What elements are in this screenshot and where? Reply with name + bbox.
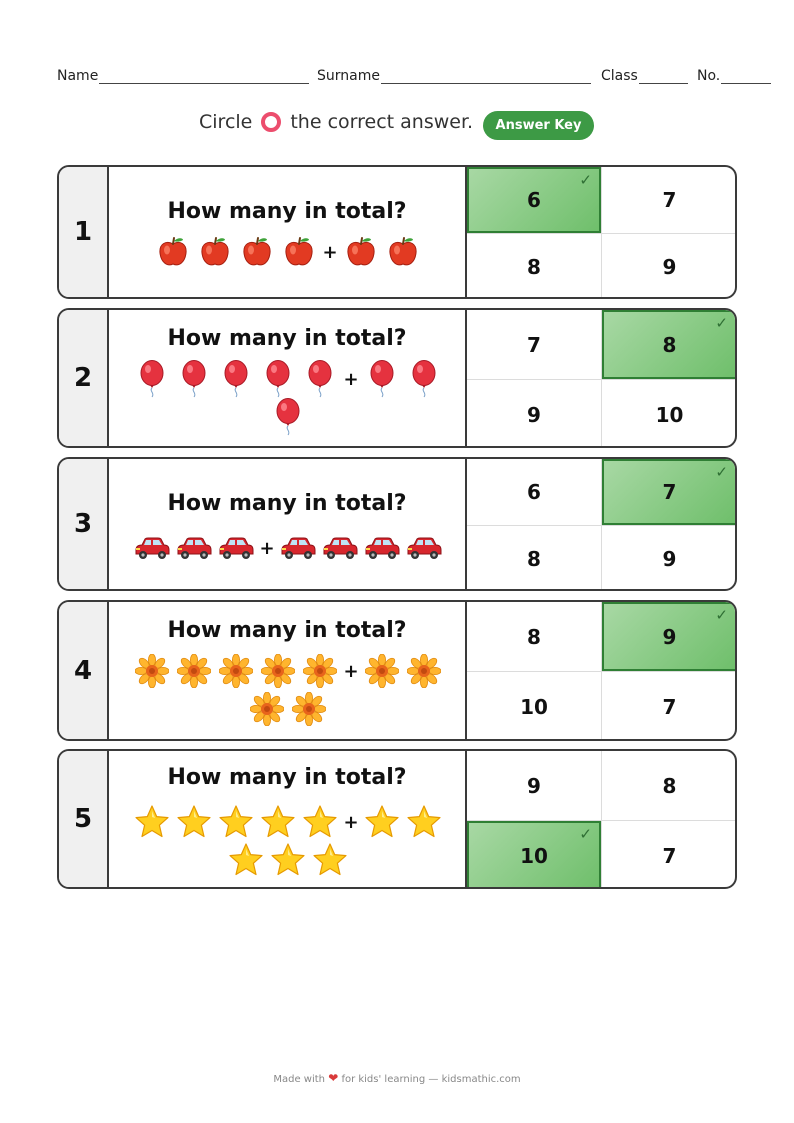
answer-option[interactable]	[602, 672, 737, 741]
answer-grid	[467, 167, 735, 297]
question-card	[57, 457, 737, 591]
question-number: 3	[59, 459, 109, 589]
flower-icon	[288, 690, 330, 728]
answer-option[interactable]	[467, 310, 601, 379]
instruction-text-after: the correct answer.	[290, 111, 474, 133]
instruction	[199, 111, 473, 133]
circle-icon	[261, 112, 281, 132]
star-icon	[131, 803, 173, 841]
footer	[0, 1071, 794, 1085]
question-body	[109, 310, 467, 446]
answer-option[interactable]	[602, 751, 737, 820]
answer-option[interactable]	[602, 526, 737, 591]
star-icon	[215, 803, 257, 841]
question-card	[57, 749, 737, 889]
balloon-icon	[173, 360, 215, 398]
class-field[interactable]	[601, 68, 688, 84]
flower-icon	[299, 652, 341, 690]
question-title: How many in total?	[167, 491, 407, 516]
class-line[interactable]	[639, 68, 688, 84]
number-field[interactable]	[697, 68, 771, 84]
answer-value: 8	[527, 547, 541, 571]
apple-icon	[382, 233, 424, 271]
answer-option-correct[interactable]	[467, 821, 601, 889]
balloon-icon	[131, 360, 173, 398]
answer-value: 9	[662, 547, 677, 571]
apple-icon	[278, 233, 320, 271]
check-icon: ✓	[579, 825, 592, 843]
answer-option[interactable]	[467, 380, 601, 448]
question-card	[57, 600, 737, 741]
car-icon	[173, 529, 215, 567]
star-icon	[267, 841, 309, 879]
heart-icon: ❤	[328, 1071, 339, 1085]
answer-value: 9	[527, 402, 541, 427]
balloon-icon	[257, 360, 299, 398]
answer-option-correct[interactable]	[602, 602, 737, 671]
footer-text-before: Made with	[273, 1074, 325, 1085]
answer-option[interactable]	[602, 167, 737, 233]
answer-grid	[467, 751, 735, 887]
apple-icon	[236, 233, 278, 271]
answer-option[interactable]	[467, 526, 601, 591]
flower-icon	[403, 652, 445, 690]
question-body	[109, 167, 467, 297]
star-icon	[257, 803, 299, 841]
balloon-icon	[267, 398, 309, 436]
question-title: How many in total?	[167, 199, 407, 224]
question-card	[57, 165, 737, 299]
check-icon: ✓	[715, 314, 728, 332]
flower-icon	[131, 652, 173, 690]
apple-icon	[152, 233, 194, 271]
answer-value: 10	[520, 843, 548, 868]
star-icon	[361, 803, 403, 841]
answer-grid	[467, 459, 735, 589]
flower-icon	[215, 652, 257, 690]
apple-icon	[194, 233, 236, 271]
question-title: How many in total?	[167, 326, 407, 351]
answer-value: 9	[662, 624, 677, 649]
answer-value: 6	[527, 188, 541, 212]
answer-option[interactable]	[602, 821, 737, 889]
answer-value: 9	[527, 773, 541, 798]
check-icon: ✓	[579, 171, 592, 189]
answer-option[interactable]	[467, 602, 601, 671]
car-icon	[131, 529, 173, 567]
car-icon	[403, 529, 445, 567]
answer-option[interactable]	[602, 380, 737, 448]
name-line[interactable]	[99, 68, 309, 84]
counting-group	[123, 803, 453, 879]
answer-value: 6	[527, 480, 541, 504]
balloon-icon	[215, 360, 257, 398]
number-line[interactable]	[721, 68, 771, 84]
flower-icon	[246, 690, 288, 728]
answer-option[interactable]	[602, 234, 737, 299]
counting-group	[123, 233, 453, 271]
answer-option[interactable]	[467, 459, 601, 525]
car-icon	[319, 529, 361, 567]
car-icon	[215, 529, 257, 567]
answer-key-badge: Answer Key	[483, 111, 594, 140]
star-icon	[299, 803, 341, 841]
star-icon	[403, 803, 445, 841]
star-icon	[173, 803, 215, 841]
plus-sign: +	[343, 368, 359, 390]
answer-option-correct[interactable]	[602, 310, 737, 379]
answer-value: 10	[520, 695, 548, 719]
number-label: No.	[697, 68, 721, 84]
flower-icon	[257, 652, 299, 690]
answer-value: 8	[662, 773, 677, 798]
question-number: 5	[59, 751, 109, 887]
counting-group	[123, 652, 453, 728]
balloon-icon	[361, 360, 403, 398]
counting-group	[123, 360, 453, 436]
question-body	[109, 751, 467, 887]
plus-sign: +	[343, 660, 359, 682]
car-icon	[361, 529, 403, 567]
student-info-row	[57, 68, 774, 88]
star-icon	[309, 841, 351, 879]
question-number: 2	[59, 310, 109, 446]
flower-icon	[173, 652, 215, 690]
answer-grid	[467, 602, 735, 739]
surname-label: Surname	[317, 68, 380, 84]
answer-option[interactable]	[467, 234, 601, 299]
answer-option[interactable]	[467, 672, 601, 741]
apple-icon	[340, 233, 382, 271]
footer-text-after: for kids' learning — kidsmathic.com	[341, 1074, 521, 1085]
star-icon	[225, 841, 267, 879]
answer-value: 7	[527, 332, 541, 357]
answer-value: 7	[662, 480, 677, 504]
plus-sign: +	[343, 811, 359, 833]
answer-option-correct[interactable]	[602, 459, 737, 525]
answer-value: 7	[662, 188, 677, 212]
name-label: Name	[57, 68, 99, 84]
plus-sign: +	[259, 537, 275, 559]
question-body	[109, 602, 467, 739]
answer-value: 8	[527, 255, 541, 279]
answer-value: 10	[655, 402, 684, 427]
balloon-icon	[299, 360, 341, 398]
question-number: 1	[59, 167, 109, 297]
surname-line[interactable]	[381, 68, 591, 84]
car-icon	[277, 529, 319, 567]
answer-value: 9	[662, 255, 677, 279]
name-field[interactable]	[57, 68, 309, 84]
class-label: Class	[601, 68, 638, 84]
answer-option[interactable]	[467, 751, 601, 820]
question-title: How many in total?	[167, 618, 407, 643]
flower-icon	[361, 652, 403, 690]
instruction-text-before: Circle	[199, 111, 253, 133]
question-number: 4	[59, 602, 109, 739]
answer-value: 8	[527, 624, 541, 649]
question-title: How many in total?	[167, 765, 407, 790]
question-body	[109, 459, 467, 589]
counting-group	[123, 529, 453, 567]
check-icon: ✓	[715, 463, 728, 481]
balloon-icon	[403, 360, 445, 398]
answer-value: 8	[662, 332, 677, 357]
answer-option-correct[interactable]	[467, 167, 601, 233]
surname-field[interactable]	[317, 68, 591, 84]
answer-value: 7	[662, 843, 677, 868]
check-icon: ✓	[715, 606, 728, 624]
plus-sign: +	[322, 241, 338, 263]
answer-value: 7	[662, 695, 677, 719]
question-card	[57, 308, 737, 448]
answer-grid	[467, 310, 735, 446]
